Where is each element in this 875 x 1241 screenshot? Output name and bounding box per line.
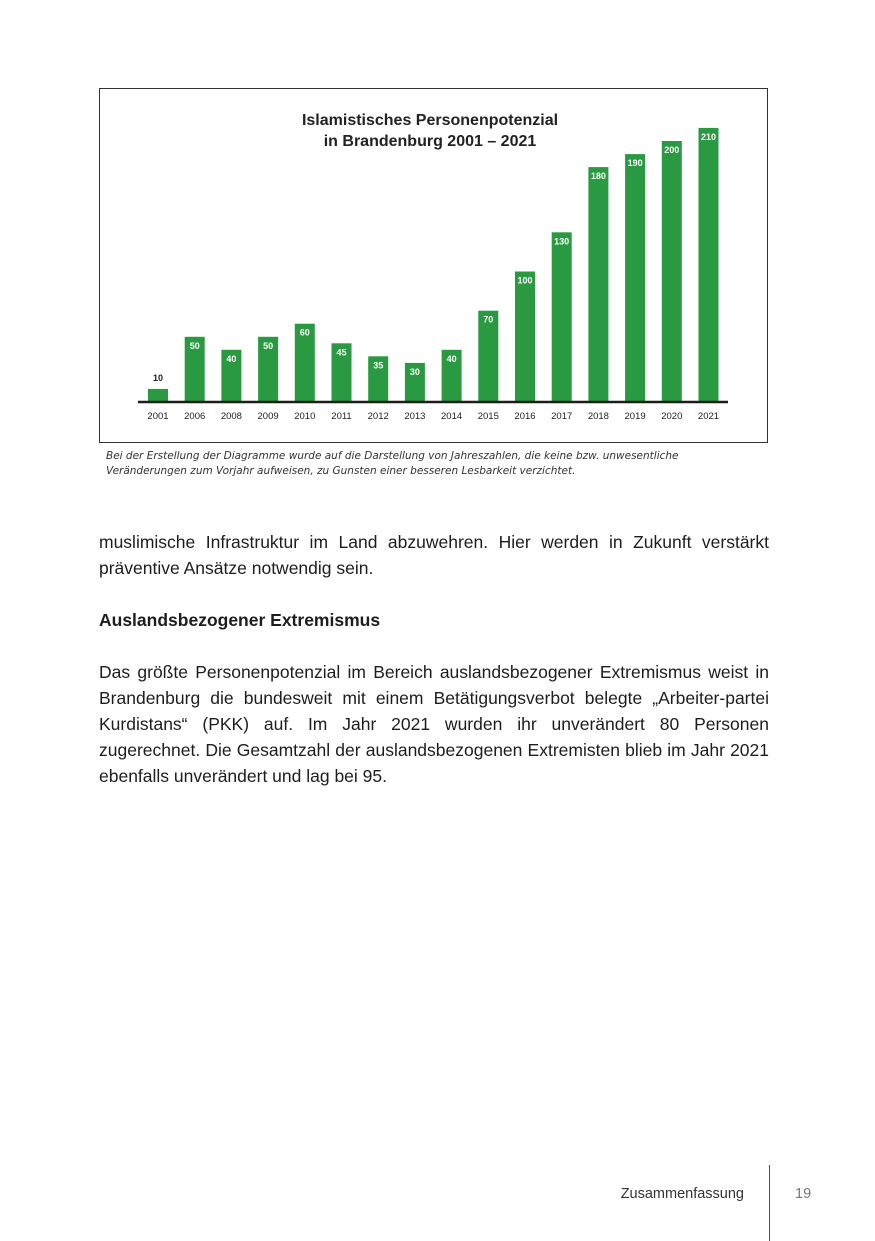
x-tick-label-2019: 2019: [624, 411, 646, 422]
data-label-2016: 100: [517, 275, 533, 286]
chart-footnote-line-2: Veränderungen zum Vorjahr aufweisen, zu Gunsten einer besseren Lesbarkeit verzichtet.: [106, 465, 576, 477]
data-label-2015: 70: [483, 314, 494, 325]
data-label-2014: 40: [446, 353, 457, 364]
x-tick-label-2020: 2020: [661, 411, 683, 422]
bar-2016: [515, 272, 535, 403]
bar-2001: [148, 389, 168, 402]
bar-2021: [699, 128, 719, 402]
data-label-2017: 130: [554, 236, 570, 247]
bar-2018: [588, 167, 608, 402]
x-tick-label-2012: 2012: [367, 411, 389, 422]
x-tick-label-2016: 2016: [514, 411, 536, 422]
x-tick-label-2001: 2001: [147, 411, 169, 422]
data-label-2010: 60: [299, 327, 310, 338]
data-label-2009: 50: [263, 340, 274, 351]
data-label-2008: 40: [226, 353, 237, 364]
data-label-2012: 35: [373, 360, 384, 371]
x-tick-label-2015: 2015: [477, 411, 499, 422]
data-label-2020: 200: [664, 145, 680, 155]
chart-title-line-1: Islamistisches Personenpotenzial: [301, 112, 559, 129]
body-paragraph-2: Das größte Personenpotenzial im Bereich auslandsbezogener Extremismus weist in Brandenburg die bundesweit mit einem Betätigungsverbot belegte „Arbeiter-partei Kurdistans“ (PKK) auf. Im Jahr 2021 wurden ihr unverändert 80 Personen zugerechnet. Die Gesamtzahl der auslandsbezogenen Extremisten blieb im Jahr 2021 ebenfalls unverändert und lag bei 95.: [99, 662, 769, 786]
x-tick-label-2006: 2006: [184, 411, 206, 422]
data-label-2021: 210: [700, 131, 717, 142]
x-tick-label-2021: 2021: [697, 411, 720, 422]
data-label-2001: 10: [152, 372, 164, 383]
bar-chart: [100, 89, 767, 442]
x-tick-label-2014: 2014: [441, 411, 463, 422]
bar-2020: [662, 141, 682, 402]
data-label-2019: 190: [627, 158, 643, 169]
chart-title-line-2: in Brandenburg 2001 – 2021: [323, 133, 537, 150]
body-paragraph-1: muslimische Infrastruktur im Land abzuwehren. Hier werden in Zukunft verstärkt präventive Ansätze notwendig sein.: [99, 532, 769, 578]
data-label-2011: 45: [336, 347, 347, 358]
x-tick-label-2009: 2009: [257, 411, 279, 422]
chart-footnote-line-1: Bei der Erstellung der Diagramme wurde auf die Darstellung von Jahreszahlen, die keine bzw. unwesentliche: [106, 450, 679, 462]
data-label-2018: 180: [590, 171, 606, 182]
page-number: 19: [795, 1186, 812, 1202]
chart-frame: [99, 88, 768, 443]
data-label-2013: 30: [409, 366, 420, 377]
section-heading: Auslandsbezogener Extremismus: [99, 610, 381, 630]
footer-section-label: Zusammenfassung: [620, 1186, 744, 1202]
footer-divider: [769, 1165, 770, 1241]
x-tick-label-2018: 2018: [587, 411, 609, 422]
x-tick-label-2010: 2010: [294, 411, 316, 422]
x-tick-label-2017: 2017: [551, 411, 573, 422]
x-tick-label-2013: 2013: [404, 411, 426, 422]
bar-2019: [625, 154, 645, 402]
chart-footnote: [106, 449, 766, 479]
x-tick-label-2008: 2008: [220, 411, 242, 422]
data-label-2006: 50: [189, 340, 200, 351]
x-tick-label-2011: 2011: [331, 411, 352, 422]
bar-2017: [552, 232, 572, 402]
